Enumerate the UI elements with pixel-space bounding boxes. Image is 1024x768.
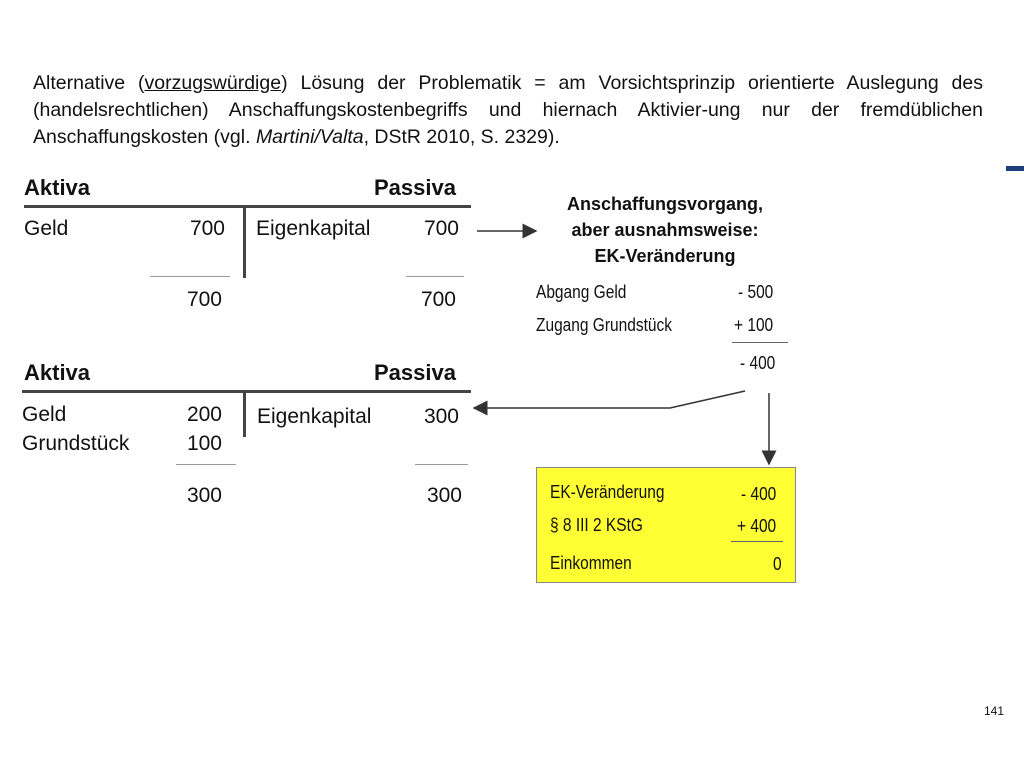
box-row-1-label: EK-Veränderung (550, 482, 665, 502)
side-title-line-2: aber ausnahmsweise: (571, 220, 759, 240)
calc-row-2-value: + 100 (734, 315, 774, 335)
arrow-back-to-equity (474, 391, 745, 408)
aktiva-label: Aktiva (24, 175, 91, 200)
intro-underlined: vorzugswürdige (144, 72, 282, 94)
box-row-1-value: - 400 (741, 484, 777, 504)
intro-citation-authors: Martini/Valta (255, 126, 364, 148)
box-row-2-label: § 8 III 2 KStG (550, 515, 643, 535)
box-row-3-label: Einkommen (550, 553, 632, 573)
intro-text-1: Alternative ( (33, 72, 145, 94)
intro-text-3: , DStR 2010, S. 2329). (363, 126, 560, 148)
left-item: Geld (24, 217, 69, 240)
side-title-line-3: EK-Veränderung (594, 246, 736, 266)
right-total: 300 (426, 484, 462, 507)
left-value-2: 100 (186, 432, 222, 455)
right-value: 700 (423, 217, 459, 240)
right-value: 300 (423, 405, 459, 428)
left-total: 700 (186, 288, 222, 311)
side-title-line-1: Anschaffungsvorgang, (566, 194, 763, 214)
left-value: 700 (189, 217, 225, 240)
left-total: 300 (186, 484, 222, 507)
right-item: Eigenkapital (257, 405, 372, 428)
page-number: 141 (984, 704, 1005, 718)
right-item: Eigenkapital (256, 217, 371, 240)
left-value-1: 200 (186, 403, 222, 426)
passiva-label: Passiva (374, 175, 456, 200)
left-item-2: Grundstück (22, 432, 130, 455)
calc-result: - 400 (740, 353, 776, 373)
box-row-2-value: + 400 (737, 516, 777, 536)
right-total: 700 (420, 288, 456, 311)
left-item-1: Geld (22, 403, 67, 426)
intro-text-2: ) Lösung der Problematik = am Vorsichtsprinzip orientierte Auslegung des (handelsrechtlichen) Anschaffungskostenbegriffs und hiernach Aktivier-ung nur der fremdüblichen Anschaffungskosten (vgl. (33, 72, 983, 148)
calc-row-2-label: Zugang Grundstück (536, 315, 672, 335)
aktiva-label: Aktiva (24, 360, 91, 385)
calc-row-1-value: - 500 (738, 282, 774, 302)
box-row-3-value: 0 (773, 554, 782, 574)
calc-row-1-label: Abgang Geld (536, 282, 627, 302)
passiva-label: Passiva (374, 360, 456, 385)
